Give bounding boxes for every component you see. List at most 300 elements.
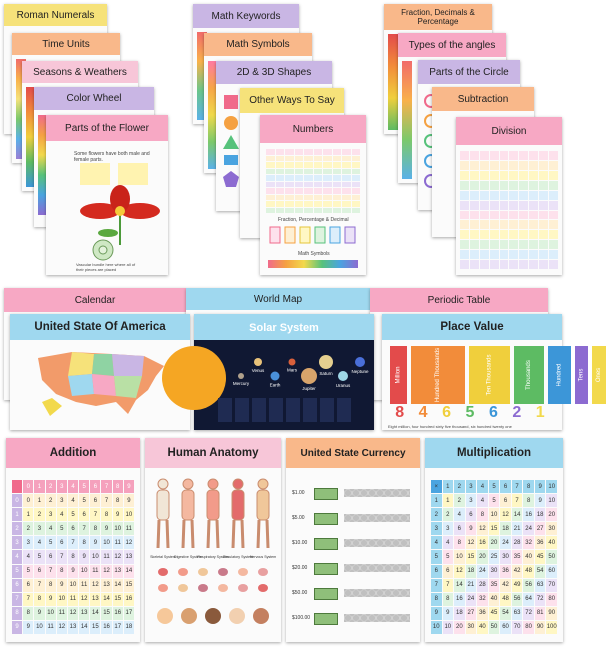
grid-cell bbox=[342, 156, 351, 162]
grid-cell: 6 bbox=[12, 579, 22, 592]
grid-cell bbox=[295, 162, 304, 168]
child-icon bbox=[253, 608, 269, 624]
grid-cell bbox=[480, 250, 489, 259]
grid-cell: 48 bbox=[500, 593, 511, 606]
grid-cell bbox=[549, 230, 558, 239]
child-icon bbox=[229, 608, 245, 624]
planet-jupiter bbox=[301, 368, 317, 384]
grid-cell bbox=[323, 175, 332, 181]
place-value-digit: 6 bbox=[488, 404, 498, 421]
grid-cell: 9 bbox=[535, 494, 546, 507]
grid-cell bbox=[529, 171, 538, 180]
grid-cell bbox=[480, 260, 489, 269]
grid-cell bbox=[314, 188, 323, 194]
poster-header bbox=[193, 4, 299, 28]
grid-cell bbox=[490, 250, 499, 259]
place-value-column-label: Hundred Thousands bbox=[435, 347, 442, 403]
poster-title: 2D & 3D Shapes bbox=[236, 67, 312, 78]
grid-cell bbox=[314, 149, 323, 155]
grid-cell bbox=[460, 191, 469, 200]
grid-cell: 3 bbox=[23, 536, 33, 549]
grid-cell bbox=[314, 175, 323, 181]
grid-cell: 4 bbox=[431, 536, 442, 549]
grid-cell bbox=[304, 201, 313, 207]
poster-header bbox=[286, 438, 420, 468]
grid-cell bbox=[276, 175, 285, 181]
place-value-caption: Eight million, four hundred sixty five thousand, six hundred twenty one bbox=[388, 424, 512, 429]
grid-cell: 7 bbox=[90, 508, 100, 521]
place-value-column bbox=[411, 346, 465, 404]
place-value-column-label: Hundred bbox=[556, 363, 563, 387]
poster-header bbox=[10, 314, 190, 340]
flower-description: Some flowers have both male and female parts. bbox=[74, 151, 150, 163]
solar-title: Solar System bbox=[249, 322, 319, 334]
poster-header bbox=[370, 288, 548, 312]
grid-cell bbox=[295, 195, 304, 201]
grid-cell: 6 bbox=[431, 565, 442, 578]
grid-cell: 10 bbox=[68, 579, 78, 592]
grid-cell: 40 bbox=[546, 536, 557, 549]
poster-header bbox=[4, 4, 107, 26]
grid-cell: 6 bbox=[454, 522, 465, 535]
grid-cell bbox=[500, 191, 509, 200]
poster-header bbox=[432, 87, 534, 111]
grid-cell bbox=[323, 201, 332, 207]
grid-cell: 36 bbox=[500, 565, 511, 578]
grid-cell bbox=[500, 151, 509, 160]
grid-cell bbox=[509, 191, 518, 200]
grid-cell: 24 bbox=[523, 522, 534, 535]
grid-cell bbox=[323, 162, 332, 168]
grid-cell bbox=[352, 182, 361, 188]
grid-cell: 9 bbox=[68, 565, 78, 578]
grid-cell bbox=[352, 188, 361, 194]
grid-cell: 48 bbox=[523, 565, 534, 578]
organ-icon bbox=[178, 568, 188, 576]
grid-cell bbox=[490, 230, 499, 239]
grid-cell bbox=[480, 220, 489, 229]
grid-cell bbox=[470, 211, 479, 220]
grid-cell: 13 bbox=[101, 579, 111, 592]
planet-venus bbox=[254, 358, 262, 366]
grid-cell: 4 bbox=[454, 508, 465, 521]
coin-group bbox=[344, 539, 410, 547]
grid-cell bbox=[352, 175, 361, 181]
grid-cell bbox=[460, 220, 469, 229]
grid-cell: 16 bbox=[113, 607, 123, 620]
grid-cell: 9 bbox=[124, 480, 134, 493]
grid-cell: 40 bbox=[489, 593, 500, 606]
grid-cell: 11 bbox=[113, 536, 123, 549]
grid-cell: 16 bbox=[523, 508, 534, 521]
grid-cell: 20 bbox=[546, 508, 557, 521]
grid-cell: 11 bbox=[57, 607, 67, 620]
place-value-column bbox=[592, 346, 606, 404]
grid-cell: 10 bbox=[454, 550, 465, 563]
flower-legend-box bbox=[80, 163, 110, 185]
grid-cell bbox=[490, 201, 499, 210]
bill-icon bbox=[314, 488, 338, 500]
planet-mercury bbox=[238, 373, 244, 379]
grid-cell: 20 bbox=[477, 550, 488, 563]
grid-cell bbox=[342, 149, 351, 155]
grid-cell: 7 bbox=[57, 550, 67, 563]
human-anatomy-poster bbox=[145, 438, 281, 642]
grid-cell bbox=[500, 201, 509, 210]
planet-earth bbox=[271, 372, 280, 381]
grid-cell bbox=[480, 161, 489, 170]
grid-cell bbox=[480, 191, 489, 200]
grid-cell: 13 bbox=[68, 621, 78, 634]
grid-cell: 56 bbox=[523, 579, 534, 592]
grid-cell: 2 bbox=[23, 522, 33, 535]
grid-cell bbox=[285, 182, 294, 188]
grid-cell: 90 bbox=[546, 607, 557, 620]
planet-label: Jupiter bbox=[302, 386, 316, 391]
grid-cell bbox=[333, 169, 342, 175]
grid-cell: 10 bbox=[124, 508, 134, 521]
planet-mars bbox=[289, 359, 296, 366]
grid-cell: 7 bbox=[101, 494, 111, 507]
grid-cell: 5 bbox=[489, 480, 500, 493]
grid-cell: 7 bbox=[431, 579, 442, 592]
grid-cell: 10 bbox=[489, 508, 500, 521]
grid-cell: 7 bbox=[46, 565, 56, 578]
grid-cell bbox=[295, 156, 304, 162]
place-value-digit: 6 bbox=[442, 404, 451, 421]
grid-cell: 4 bbox=[68, 480, 78, 493]
grid-cell bbox=[490, 260, 499, 269]
grid-cell: 6 bbox=[500, 480, 511, 493]
place-value-digit: 4 bbox=[418, 404, 428, 421]
coin-group bbox=[344, 489, 410, 497]
grid-cell bbox=[314, 195, 323, 201]
planet-neptune bbox=[355, 357, 365, 367]
grid-cell: 54 bbox=[535, 565, 546, 578]
grid-cell: 11 bbox=[68, 593, 78, 606]
grid-cell: 81 bbox=[535, 607, 546, 620]
grid-cell bbox=[323, 195, 332, 201]
grid-cell: 49 bbox=[512, 579, 523, 592]
grid-cell bbox=[304, 169, 313, 175]
grid-cell: 7 bbox=[512, 494, 523, 507]
grid-cell bbox=[460, 250, 469, 259]
grid-cell bbox=[519, 230, 528, 239]
grid-cell bbox=[333, 201, 342, 207]
place-value-digit: 8 bbox=[395, 404, 405, 421]
organ-icon bbox=[178, 584, 188, 592]
organ-icon bbox=[258, 584, 268, 592]
shapes-illustration bbox=[222, 93, 242, 203]
grid-cell bbox=[295, 182, 304, 188]
grid-cell bbox=[333, 162, 342, 168]
grid-cell bbox=[500, 260, 509, 269]
grid-cell bbox=[529, 211, 538, 220]
planet-label: Uranus bbox=[335, 383, 351, 388]
grid-cell: 7 bbox=[12, 593, 22, 606]
grid-cell bbox=[509, 181, 518, 190]
grid-cell bbox=[333, 156, 342, 162]
grid-cell: 8 bbox=[23, 607, 33, 620]
grid-cell bbox=[342, 162, 351, 168]
grid-cell bbox=[470, 191, 479, 200]
grid-cell: 63 bbox=[512, 607, 523, 620]
flower-legend-box bbox=[118, 163, 148, 185]
grid-cell: 10 bbox=[57, 593, 67, 606]
planet-info-card bbox=[303, 398, 317, 422]
grid-cell bbox=[352, 195, 361, 201]
grid-cell: 1 bbox=[23, 508, 33, 521]
poster-header bbox=[384, 4, 492, 30]
anatomy-figure bbox=[232, 479, 244, 548]
grid-cell: 18 bbox=[124, 621, 134, 634]
grid-cell: 13 bbox=[124, 550, 134, 563]
poster-title: United State Of America bbox=[34, 321, 166, 333]
anatomy-figure bbox=[207, 479, 219, 548]
grid-cell: 42 bbox=[500, 579, 511, 592]
poster-header bbox=[240, 88, 344, 113]
poster-header bbox=[398, 33, 506, 57]
grid-cell bbox=[529, 230, 538, 239]
grid-cell bbox=[266, 208, 275, 214]
grid-cell: 12 bbox=[57, 621, 67, 634]
grid-cell: 16 bbox=[101, 621, 111, 634]
grid-cell bbox=[519, 171, 528, 180]
grid-cell bbox=[266, 201, 275, 207]
grid-cell bbox=[314, 182, 323, 188]
grid-cell bbox=[549, 171, 558, 180]
coin-group bbox=[344, 589, 410, 597]
grid-cell bbox=[500, 161, 509, 170]
grid-cell bbox=[285, 175, 294, 181]
grid-cell: 10 bbox=[46, 607, 56, 620]
anatomy-figure bbox=[257, 479, 269, 548]
grid-cell: 10 bbox=[34, 621, 44, 634]
grid-cell: 10 bbox=[101, 536, 111, 549]
poster-title: Place Value bbox=[440, 321, 504, 333]
grid-cell: 8 bbox=[523, 494, 534, 507]
grid-cell: 7 bbox=[101, 480, 111, 493]
grid-cell: 5 bbox=[23, 565, 33, 578]
organ-icon bbox=[238, 584, 248, 592]
grid-cell: 3 bbox=[34, 522, 44, 535]
planet-info-card bbox=[252, 398, 266, 422]
poster-title: Types of the angles bbox=[408, 39, 496, 51]
grid-cell: 21 bbox=[466, 579, 477, 592]
grid-cell: 45 bbox=[489, 607, 500, 620]
planet-info-card bbox=[286, 398, 300, 422]
grid-cell bbox=[460, 201, 469, 210]
grid-cell bbox=[470, 161, 479, 170]
parts-of-flower-poster bbox=[46, 115, 168, 275]
grid-cell: 6 bbox=[90, 480, 100, 493]
numbers-poster bbox=[260, 115, 366, 275]
grid-cell: × bbox=[431, 480, 442, 493]
currency-row bbox=[292, 559, 414, 579]
grid-cell: 12 bbox=[113, 550, 123, 563]
grid-cell: 4 bbox=[23, 550, 33, 563]
grid-cell bbox=[519, 240, 528, 249]
grid-cell: 50 bbox=[546, 550, 557, 563]
grid-cell bbox=[285, 201, 294, 207]
grid-cell: 7 bbox=[68, 536, 78, 549]
grid-cell: 24 bbox=[466, 593, 477, 606]
poster-header bbox=[22, 61, 138, 83]
grid-cell bbox=[460, 260, 469, 269]
grid-cell: 5 bbox=[443, 550, 454, 563]
grid-cell: 7 bbox=[34, 579, 44, 592]
currency-value: $10.00 bbox=[292, 540, 308, 546]
grid-cell bbox=[500, 171, 509, 180]
grid-cell bbox=[460, 151, 469, 160]
grid-cell: 12 bbox=[466, 536, 477, 549]
grid-cell: 12 bbox=[90, 579, 100, 592]
grid-cell bbox=[266, 195, 275, 201]
grid-cell: 12 bbox=[454, 565, 465, 578]
planet-info-card bbox=[218, 398, 232, 422]
grid-cell bbox=[285, 149, 294, 155]
us-currency-poster bbox=[286, 438, 420, 642]
grid-cell bbox=[276, 195, 285, 201]
grid-cell: 5 bbox=[12, 565, 22, 578]
grid-cell bbox=[549, 181, 558, 190]
poster-header bbox=[456, 117, 562, 145]
grid-cell: 24 bbox=[500, 536, 511, 549]
grid-cell: 2 bbox=[454, 494, 465, 507]
grid-cell bbox=[519, 181, 528, 190]
grid-cell bbox=[490, 171, 499, 180]
bill-icon bbox=[314, 513, 338, 525]
grid-cell bbox=[342, 175, 351, 181]
grid-cell bbox=[509, 220, 518, 229]
grid-cell: 20 bbox=[454, 621, 465, 634]
grid-cell: 2 bbox=[46, 494, 56, 507]
grid-cell bbox=[539, 161, 548, 170]
grid-cell: 1 bbox=[34, 494, 44, 507]
grid-cell bbox=[333, 175, 342, 181]
grid-cell bbox=[470, 151, 479, 160]
grid-cell: 8 bbox=[12, 607, 22, 620]
grid-cell: 6 bbox=[23, 579, 33, 592]
place-value-column-label: Million bbox=[395, 366, 402, 384]
grid-cell: 9 bbox=[443, 607, 454, 620]
grid-cell bbox=[529, 250, 538, 259]
grid-cell: 2 bbox=[12, 522, 22, 535]
grid-cell: 2 bbox=[443, 508, 454, 521]
anatomy-figure bbox=[182, 479, 194, 548]
grid-cell: 15 bbox=[466, 550, 477, 563]
grid-cell bbox=[539, 211, 548, 220]
grid-cell: 9 bbox=[535, 480, 546, 493]
grid-cell bbox=[323, 188, 332, 194]
grid-cell bbox=[266, 182, 275, 188]
grid-cell bbox=[333, 182, 342, 188]
poster-header bbox=[6, 438, 140, 468]
flower-illustration bbox=[78, 185, 162, 245]
grid-cell: 6 bbox=[90, 494, 100, 507]
planet-uranus bbox=[338, 371, 348, 381]
grid-cell: 11 bbox=[101, 550, 111, 563]
grid-cell bbox=[276, 149, 285, 155]
currency-list bbox=[292, 476, 414, 638]
grid-cell bbox=[276, 201, 285, 207]
usa-map-illustration bbox=[32, 346, 172, 424]
grid-cell: 12 bbox=[79, 593, 89, 606]
grid-cell bbox=[519, 191, 528, 200]
grid-cell: 11 bbox=[79, 579, 89, 592]
grid-cell: 100 bbox=[546, 621, 557, 634]
grid-cell: 6 bbox=[443, 565, 454, 578]
grid-cell bbox=[304, 182, 313, 188]
grid-cell bbox=[519, 161, 528, 170]
grid-cell: 8 bbox=[68, 550, 78, 563]
grid-cell: 9 bbox=[12, 621, 22, 634]
grid-cell: 14 bbox=[79, 621, 89, 634]
grid-cell: 18 bbox=[500, 522, 511, 535]
numbers-grid bbox=[266, 149, 360, 213]
grid-cell: 6 bbox=[79, 508, 89, 521]
grid-cell: 14 bbox=[90, 607, 100, 620]
grid-cell bbox=[285, 169, 294, 175]
anatomy-figure bbox=[157, 479, 169, 548]
grid-cell: 4 bbox=[34, 536, 44, 549]
grid-cell bbox=[480, 201, 489, 210]
grid-cell: 5 bbox=[68, 508, 78, 521]
grid-cell: 9 bbox=[46, 593, 56, 606]
bill-icon bbox=[314, 613, 338, 625]
grid-cell bbox=[529, 191, 538, 200]
poster-title: Periodic Table bbox=[427, 294, 491, 306]
grid-cell: 6 bbox=[57, 536, 67, 549]
grid-cell bbox=[490, 161, 499, 170]
grid-cell bbox=[549, 211, 558, 220]
grid-cell: 56 bbox=[512, 593, 523, 606]
grid-cell: 70 bbox=[546, 579, 557, 592]
grid-cell: 32 bbox=[477, 593, 488, 606]
grid-cell bbox=[549, 250, 558, 259]
grid-cell bbox=[295, 149, 304, 155]
grid-cell: 15 bbox=[124, 579, 134, 592]
grid-cell: 16 bbox=[477, 536, 488, 549]
coin-group bbox=[344, 514, 410, 522]
grid-cell: 0 bbox=[23, 480, 33, 493]
poster-title: Parts of the Flower bbox=[65, 122, 149, 134]
poster-title: Calendar bbox=[74, 294, 116, 306]
grid-cell bbox=[470, 220, 479, 229]
grid-cell: 8 bbox=[57, 565, 67, 578]
grid-cell bbox=[276, 162, 285, 168]
poster-header bbox=[260, 115, 366, 143]
grid-cell bbox=[519, 211, 528, 220]
grid-cell bbox=[539, 191, 548, 200]
grid-cell: 50 bbox=[489, 621, 500, 634]
grid-cell: 90 bbox=[535, 621, 546, 634]
anatomy-illustration bbox=[151, 476, 275, 636]
grid-cell: 5 bbox=[489, 494, 500, 507]
grid-cell bbox=[490, 151, 499, 160]
grid-cell: 5 bbox=[431, 550, 442, 563]
bill-icon bbox=[314, 588, 338, 600]
grid-cell bbox=[460, 161, 469, 170]
grid-cell: 10 bbox=[79, 565, 89, 578]
grid-cell: 80 bbox=[546, 593, 557, 606]
grid-cell bbox=[480, 230, 489, 239]
currency-value: $5.00 bbox=[292, 515, 305, 521]
grid-cell bbox=[460, 240, 469, 249]
poster-header bbox=[145, 438, 281, 468]
grid-cell: 10 bbox=[443, 621, 454, 634]
grid-cell: 80 bbox=[523, 621, 534, 634]
